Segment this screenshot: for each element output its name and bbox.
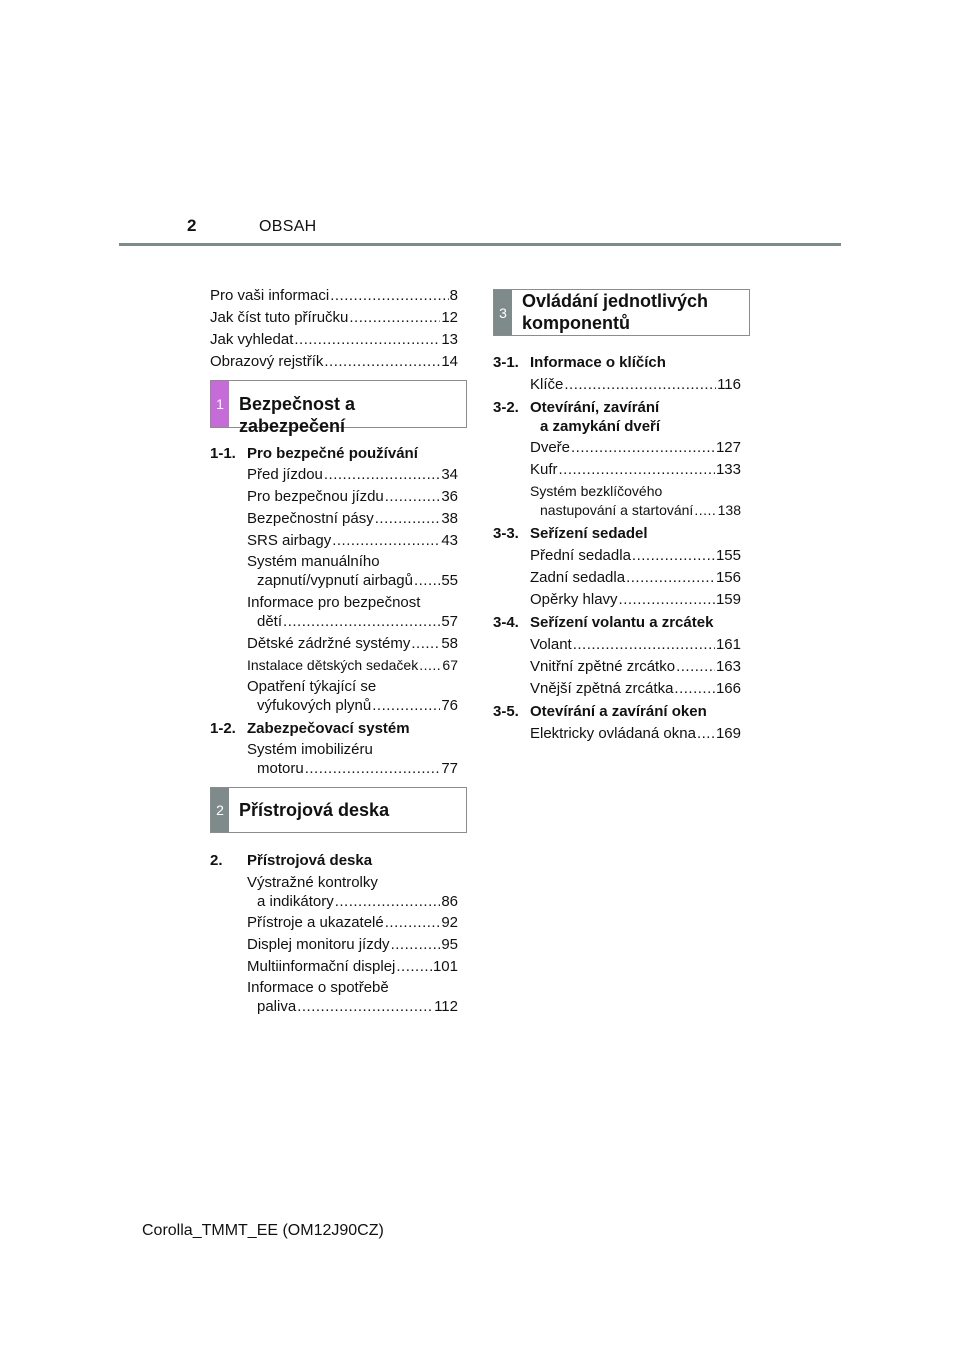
toc-entry[interactable]: Bezpečnostní pásy ..... 38	[247, 509, 458, 528]
footer-document-code: Corolla_TMMT_EE (OM12J90CZ)	[142, 1222, 384, 1239]
section-heading[interactable]: 3-2. Otevírání, zavírání a zamykání dveří	[493, 399, 661, 435]
header-title: OBSAH	[259, 218, 317, 235]
chapter-3-title: Ovládání jednotlivých komponentů	[522, 291, 709, 333]
toc-entry[interactable]: Multiinformační displej ..... 101	[247, 957, 458, 976]
toc-entry[interactable]: Vnitřní zpětné zrcátko ..... 163	[530, 657, 741, 676]
chapter-1-box[interactable]	[210, 380, 467, 436]
toc-entry[interactable]: Dětské zádržné systémy ..... 58	[247, 634, 458, 653]
toc-entry[interactable]: Systém manuálního zapnutí/vypnutí airbagů ..... 55	[247, 552, 458, 590]
toc-entry[interactable]: Informace pro bezpečnost dětí ..... 57	[247, 593, 458, 631]
toc-entry[interactable]: Informace o spotřebě paliva ..... 112	[247, 978, 458, 1016]
toc-entry[interactable]: Zadní sedadla ..... 156	[530, 568, 741, 587]
toc-entry[interactable]: Systém bezklíčového nastupování a startování ..... 138	[530, 482, 741, 520]
toc-entry[interactable]: SRS airbagy ..... 43	[247, 531, 458, 550]
toc-entry[interactable]: Opatření týkající se výfukových plynů ..... 76	[247, 677, 458, 715]
page-number: 2	[187, 216, 197, 235]
toc-entry[interactable]: Pro vaši informaci ..... 8	[210, 286, 458, 305]
section-heading[interactable]: 1-2. Zabezpečovací systém	[210, 720, 410, 737]
section-heading[interactable]: 3-5. Otevírání a zavírání oken	[493, 703, 707, 720]
toc-entry[interactable]: Vnější zpětná zrcátka ..... 166	[530, 679, 741, 698]
section-heading[interactable]: 3-1. Informace o klíčích	[493, 354, 666, 371]
toc-entry[interactable]: Volant ..... 161	[530, 635, 741, 654]
toc-entry[interactable]: Opěrky hlavy ..... 159	[530, 590, 741, 609]
toc-entry[interactable]: Před jízdou ..... 34	[247, 465, 458, 484]
chapter-3-tab: 3	[494, 290, 512, 335]
toc-entry[interactable]: Elektricky ovládaná okna ..... 169	[530, 724, 741, 743]
chapter-1-tab: 1	[211, 381, 229, 427]
chapter-2-title: Přístrojová deska	[239, 800, 390, 820]
section-heading[interactable]: 2. Přístrojová deska	[210, 852, 373, 869]
chapter-2-box[interactable]	[210, 787, 467, 833]
chapter-1-title: Bezpečnost a zabezpečení	[239, 394, 356, 436]
toc-entry[interactable]: Jak číst tuto příručku ..... 12	[210, 308, 458, 327]
toc-entry[interactable]: Přístroje a ukazatelé ..... 92	[247, 913, 458, 932]
toc-entry[interactable]: Přední sedadla ..... 155	[530, 546, 741, 565]
toc-entry[interactable]: Obrazový rejstřík ..... 14	[210, 352, 458, 371]
section-heading[interactable]: 3-4. Seřízení volantu a zrcátek	[493, 614, 714, 631]
chapter-3-box[interactable]	[493, 289, 750, 336]
toc-entry[interactable]: Systém imobilizéru motoru ..... 77	[247, 740, 458, 778]
toc-entry[interactable]: Pro bezpečnou jízdu ..... 36	[247, 487, 458, 506]
toc-entry[interactable]: Instalace dětských sedaček ..... 67	[247, 656, 458, 675]
toc-entry[interactable]: Výstražné kontrolky a indikátory ..... 86	[247, 873, 458, 911]
toc-entry[interactable]: Kufr ..... 133	[530, 460, 741, 479]
section-heading[interactable]: 1-1. Pro bezpečné používání	[210, 445, 418, 462]
header-rule	[119, 243, 841, 246]
toc-entry[interactable]: Displej monitoru jízdy ..... 95	[247, 935, 458, 954]
toc-entry[interactable]: Klíče ..... 116	[530, 375, 741, 394]
toc-entry[interactable]: Jak vyhledat ..... 13	[210, 330, 458, 349]
toc-entry[interactable]: Dveře ..... 127	[530, 438, 741, 457]
section-heading[interactable]: 3-3. Seřízení sedadel	[493, 525, 648, 542]
chapter-2-tab: 2	[211, 788, 229, 832]
